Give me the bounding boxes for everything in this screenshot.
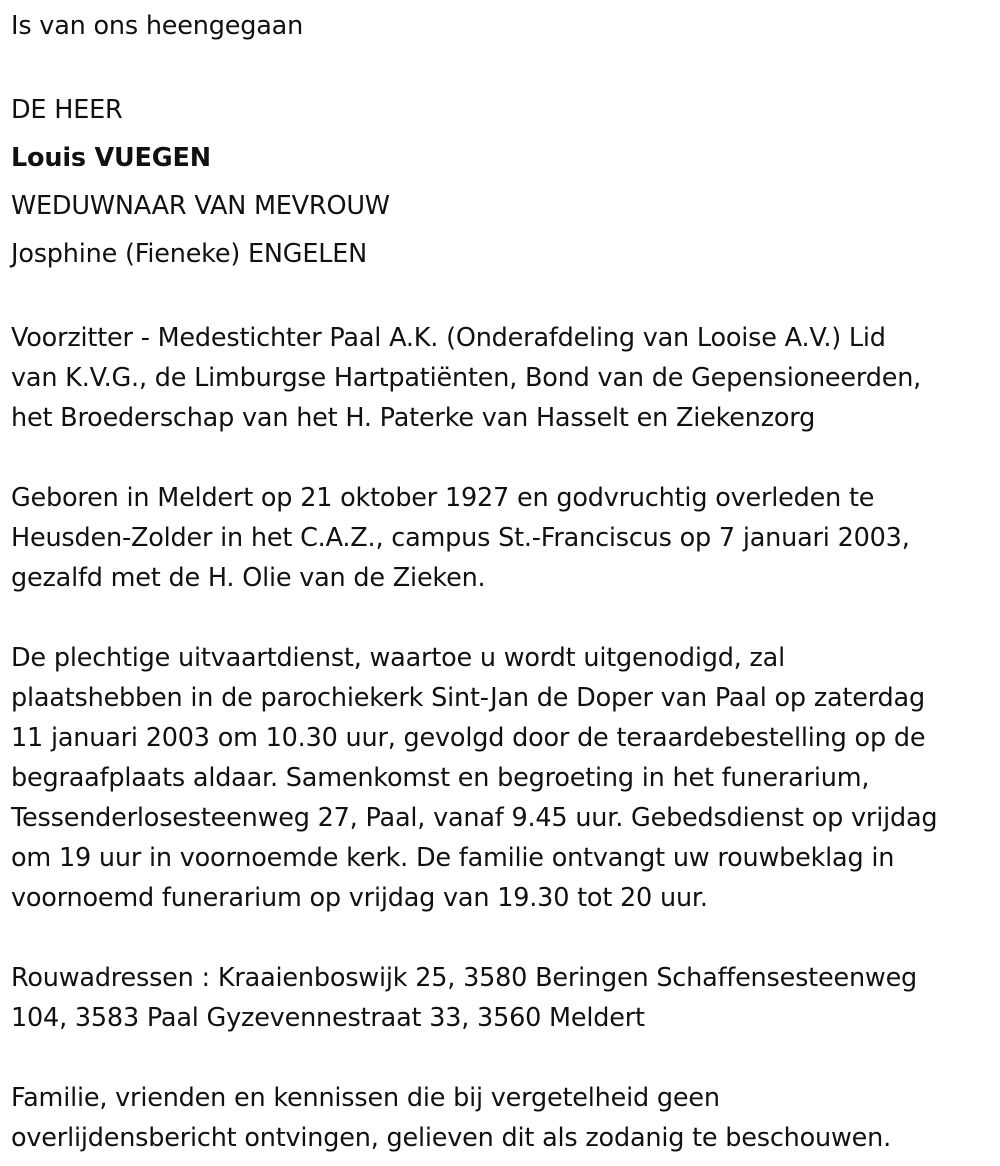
relation-text: WEDUWNAAR VAN MEVROUW <box>11 191 390 221</box>
paragraph-line: Geboren in Meldert op 21 oktober 1927 en godvruchtig overleden te <box>11 483 875 513</box>
paragraph-line: Rouwadressen : Kraaienboswijk 25, 3580 Beringen Schaffensesteenweg <box>11 963 918 993</box>
paragraph-line: Voorzitter - Medestichter Paal A.K. (Onderafdeling van Looise A.V.) Lid <box>11 323 886 353</box>
spacer <box>11 1038 991 1078</box>
salutation: DE HEER <box>11 95 123 125</box>
paragraph-line: plaatshebben in de parochiekerk Sint-Jan de Doper van Paal op zaterdag <box>11 683 925 713</box>
spacer <box>11 46 991 86</box>
paragraph-line: Heusden-Zolder in het C.A.Z., campus St.-Franciscus op 7 januari 2003, <box>11 523 910 553</box>
deceased-block <box>11 86 991 278</box>
deceased-name: Louis VUEGEN <box>11 143 211 173</box>
spacer <box>11 438 991 478</box>
paragraph-line: gezalfd met de H. Olie van de Zieken. <box>11 563 486 593</box>
paragraph-line: het Broederschap van het H. Paterke van Hasselt en Ziekenzorg <box>11 403 816 433</box>
addresses-paragraph <box>11 958 991 1038</box>
paragraph-line: 11 januari 2003 om 10.30 uur, gevolgd door de teraardebestelling op de <box>11 723 926 753</box>
paragraph-line: voornoemd funerarium op vrijdag van 19.30 tot 20 uur. <box>11 883 708 913</box>
paragraph-line: begraafplaats aldaar. Samenkomst en begroeting in het funerarium, <box>11 763 870 793</box>
funeral-paragraph <box>11 638 991 918</box>
paragraph-line: overlijdensbericht ontvingen, gelieven dit als zodanig te beschouwen. <box>11 1123 892 1153</box>
spacer <box>11 918 991 958</box>
paragraph-line: van K.V.G., de Limburgse Hartpatiënten, Bond van de Gepensioneerden, <box>11 363 922 393</box>
paragraph-line: Tessenderlosesteenweg 27, Paal, vanaf 9.45 uur. Gebedsdienst op vrijdag <box>11 803 938 833</box>
paragraph-line: Familie, vrienden en kennissen die bij vergetelheid geen <box>11 1083 720 1113</box>
spouse-name: Josphine (Fieneke) ENGELEN <box>11 239 368 269</box>
spacer <box>11 278 991 318</box>
roles-paragraph <box>11 318 991 438</box>
birth-death-paragraph <box>11 478 991 598</box>
paragraph-line: De plechtige uitvaartdienst, waartoe u wordt uitgenodigd, zal <box>11 643 785 673</box>
paragraph-line: om 19 uur in voornoemde kerk. De familie ontvangt uw rouwbeklag in <box>11 843 895 873</box>
paragraph-line: 104, 3583 Paal Gyzevennestraat 33, 3560 Meldert <box>11 1003 645 1033</box>
intro-text: Is van ons heengegaan <box>11 11 304 41</box>
closing-paragraph <box>11 1078 991 1158</box>
spacer <box>11 598 991 638</box>
obituary-document <box>11 6 991 1158</box>
